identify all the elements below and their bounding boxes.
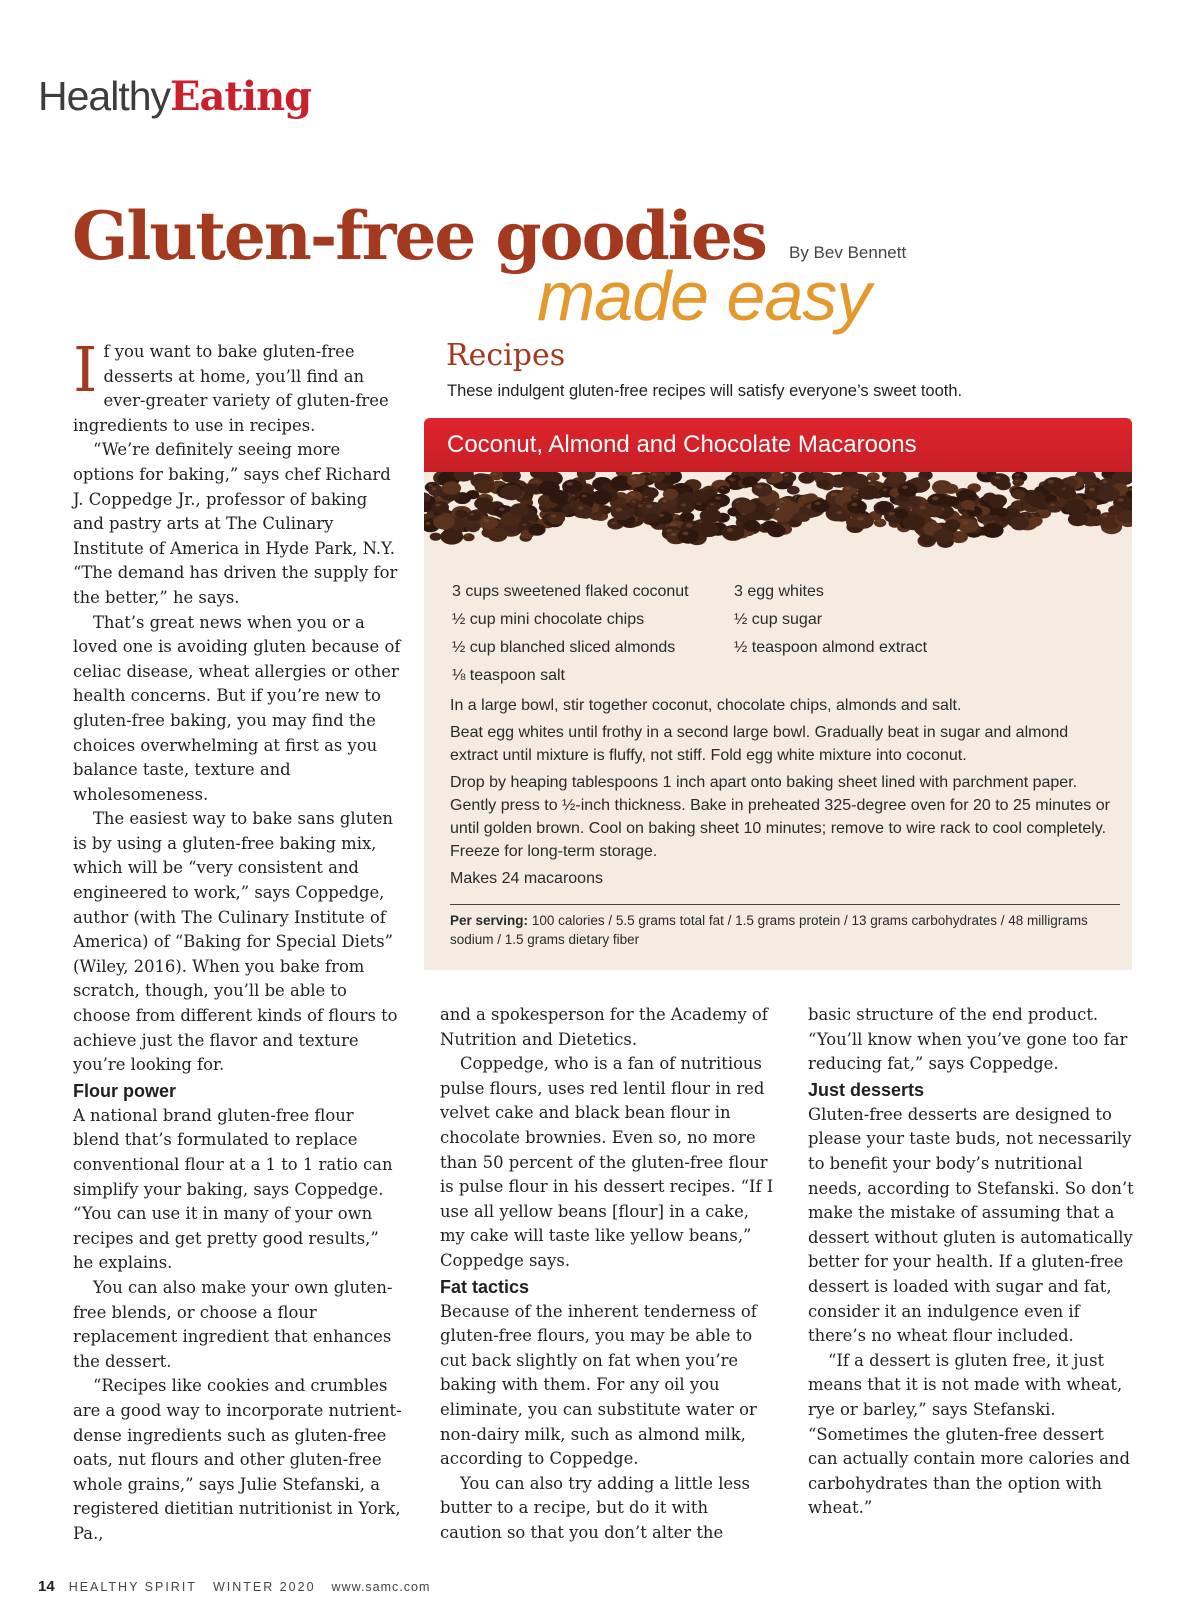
paragraph: Coppedge, who is a fan of nutritious pulse flours, uses red lentil flour in red velvet cake and black bean flour in chocolate brownies. Even so, no more than 50 percent of the gluten-free flour is pulse flour in his dessert recipes. “If I use all yellow beans [flour] in a cake, my cake will taste like yellow beans,” Coppedge says. [440,1054,774,1270]
paragraph: Gluten-free desserts are designed to please your taste buds, not necessarily to benefit your body’s nutritional needs, according to Stefanski. So don’t make the mistake of assuming that a dessert without gluten is automatically better for your health. If a gluten-free dessert is loaded with sugar and fat, consider it an indulgence even if there’s no wheat flour included. [808,1104,1134,1346]
recipe-title: Coconut, Almond and Chocolate Macaroons [447,431,917,458]
issue-date: WINTER 2020 [212,1580,316,1594]
recipe-directions [450,694,1120,894]
recipes-heading: Recipes [446,338,566,373]
website-link[interactable]: www.samc.com [331,1580,431,1594]
section-header-bold: Eating [170,73,312,120]
paragraph: That’s great news when you or a loved one is avoiding gluten because of celiac disease, wheat allergies or other health concerns. But if you’re new to gluten-free baking, you may find the choices overwhelming at first as you balance taste, texture and wholesomeness. [73,612,401,804]
direction-step: Beat egg whites until frothy in a second large bowl. Gradually beat in sugar and almond extract until mixture is fluffy, not stiff. Fold egg white mixture into coconut. [450,724,1069,764]
paragraph: basic structure of the end product. “You’ll know when you’ve gone too far reducing fat,” says Coppedge. [808,1005,1128,1074]
paragraph: A national brand gluten-free flour blend that’s formulated to replace conventional flour at a 1 to 1 ratio can simplify your baking, says Coppedge. “You can use it in many of your own recipes and get pretty good results,” he explains. [73,1105,393,1273]
ingredient-item: ½ cup mini chocolate chips [452,611,645,628]
publication-name: HEALTHY SPIRIT [68,1580,197,1594]
article-title: Gluten-free goodies [72,197,766,275]
section-header [38,72,311,121]
ingredient-item: ½ cup blanched sliced almonds [452,639,676,656]
paragraph: Because of the inherent tenderness of gluten-free flours, you may be able to cut back slightly on fat when you’re baking with them. For any oil you eliminate, you can substitute water or non-dairy milk, such as almond milk, according to Coppedge. [440,1301,757,1469]
ingredient-item: 3 cups sweetened flaked coconut [452,583,689,600]
recipe-card [424,418,1132,970]
section-header-light: Healthy [38,73,171,119]
article-column-2 [440,1003,775,1545]
ingredient-item: 3 egg whites [734,583,824,600]
paragraph: and a spokesperson for the Academy of Nutrition and Dietetics. [440,1005,768,1049]
subheading-fat-tactics: Fat tactics [440,1276,530,1297]
chocolate-chips-image [424,472,1132,592]
drop-cap: I [73,333,98,406]
ingredient-item: ½ teaspoon almond extract [734,639,928,656]
paragraph: You can also make your own gluten-free blends, or choose a flour replacement ingredient that enhances the dessert. [73,1277,393,1371]
ingredients-right [734,578,927,662]
ingredients-left [452,578,689,690]
article-column-1 [73,333,403,1547]
recipe-title-bar [424,418,1132,472]
page-number: 14 [38,1578,55,1595]
direction-step: In a large bowl, stir together coconut, chocolate chips, almonds and salt. [450,697,962,714]
paragraph: “If a dessert is gluten free, it just means that it is not made with wheat, rye or barley,” says Stefanski. “Sometimes the gluten-free dessert can actually contain more calories and carbohydrates than the option with wheat.” [808,1350,1130,1518]
nutrition-label: Per serving: [450,913,529,928]
nutrition-info [450,911,1120,949]
ingredient-item: ½ cup sugar [734,611,823,628]
recipes-intro: These indulgent gluten-free recipes will satisfy everyone’s sweet tooth. [447,382,963,400]
paragraph: “Recipes like cookies and crumbles are a good way to incorporate nutrient-dense ingredients such as gluten-free oats, nut flours and other gluten-free whole grains,” says Julie Stefanski, a registered dietitian nutritionist in York, Pa., [73,1376,402,1543]
direction-step: Drop by heaping tablespoons 1 inch apart onto baking sheet lined with parchment paper. Gently press to ½-inch thickness. Bake in preheated 325-degree oven for 20 to 25 minutes or until golden brown. Cool on baking sheet 10 minutes; remove to wire rack to cool completely. Freeze for long-term storage. [450,774,1110,860]
nutrition-text: 100 calories / 5.5 grams total fat / 1.5 grams protein / 13 grams carbohydrates / 48 milligrams sodium / 1.5 grams dietary fiber [450,913,1088,947]
divider [450,904,1120,905]
article-column-3 [808,1003,1138,1521]
article-subtitle: made easy [537,257,871,335]
paragraph: “We’re definitely seeing more options for baking,” says chef Richard J. Coppedge Jr., professor of baking and pastry arts at The Culinary Institute of America in Hyde Park, N.Y. “The demand has driven the supply for the better,” he says. [73,440,398,607]
ingredient-item: ⅛ teaspoon salt [452,667,565,684]
intro-paragraph [73,333,403,438]
recipe-yield: Makes 24 macaroons [450,870,603,887]
intro-text: f you want to bake gluten-free desserts at home, you’ll find an ever-greater variety of gluten-free ingredients to use in recipes. [73,342,389,435]
paragraph: The easiest way to bake sans gluten is by using a gluten-free baking mix, which will be “very consistent and engineered to work,” says Coppedge, author (with The Culinary Institute of America) of “Baking for Special Diets” (Wiley, 2016). When you bake from scratch, though, you’ll be able to choose from different kinds of flours to achieve just the flavor and texture you’re looking for. [73,809,398,1075]
subheading-just-desserts: Just desserts [808,1079,925,1100]
paragraph: You can also try adding a little less butter to a recipe, but do it with caution so that you don’t alter the [440,1473,750,1542]
subheading-flour-power: Flour power [73,1080,176,1101]
page-footer [38,1578,430,1595]
byline: By Bev Bennett [789,243,907,262]
